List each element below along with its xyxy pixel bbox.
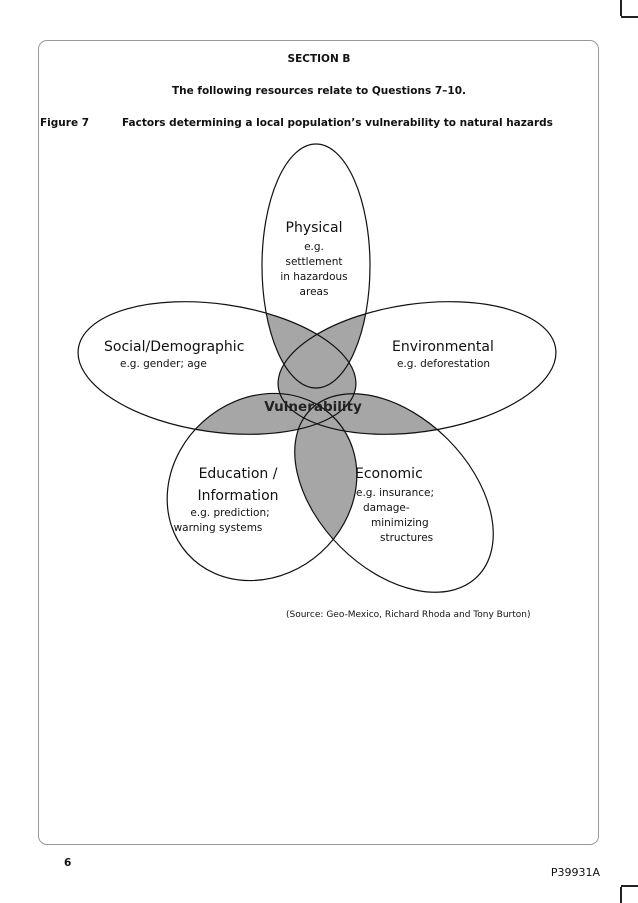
- social-example: e.g. gender; age: [120, 358, 207, 370]
- physical-example-1: e.g.: [304, 241, 324, 253]
- physical-example-3: in hazardous: [280, 271, 348, 283]
- economic-example-1: e.g. insurance;: [356, 487, 435, 499]
- environmental-title: Environmental: [392, 339, 494, 355]
- social-title: Social/Demographic: [104, 339, 245, 355]
- economic-example-2: damage-: [363, 502, 410, 514]
- economic-example-4: structures: [380, 532, 434, 544]
- education-title-2: Information: [197, 488, 279, 504]
- page-number: 6: [64, 857, 72, 869]
- paper-code: P39931A: [550, 866, 600, 879]
- education-example-2: warning systems: [173, 522, 263, 534]
- physical-title: Physical: [285, 220, 343, 236]
- economic-example-3: minimizing: [371, 517, 429, 529]
- overlap-shading: [69, 285, 564, 630]
- environmental-example: e.g. deforestation: [397, 358, 491, 370]
- education-example-1: e.g. prediction;: [190, 507, 270, 519]
- figure-label: Figure 7: [40, 117, 90, 129]
- figure-source: (Source: Geo-Mexico, Richard Rhoda and Tony Burton): [286, 610, 531, 620]
- education-title-1: Education /: [198, 466, 278, 482]
- physical-example-2: settlement: [285, 256, 343, 268]
- section-title: SECTION B: [287, 53, 351, 65]
- center-label: Vulnerability: [264, 399, 362, 415]
- physical-example-4: areas: [299, 286, 329, 298]
- economic-title: Economic: [355, 466, 423, 482]
- figure-caption: Factors determining a local population’s vulnerability to natural hazards: [122, 117, 553, 129]
- intro-text: The following resources relate to Questions 7–10.: [171, 85, 467, 97]
